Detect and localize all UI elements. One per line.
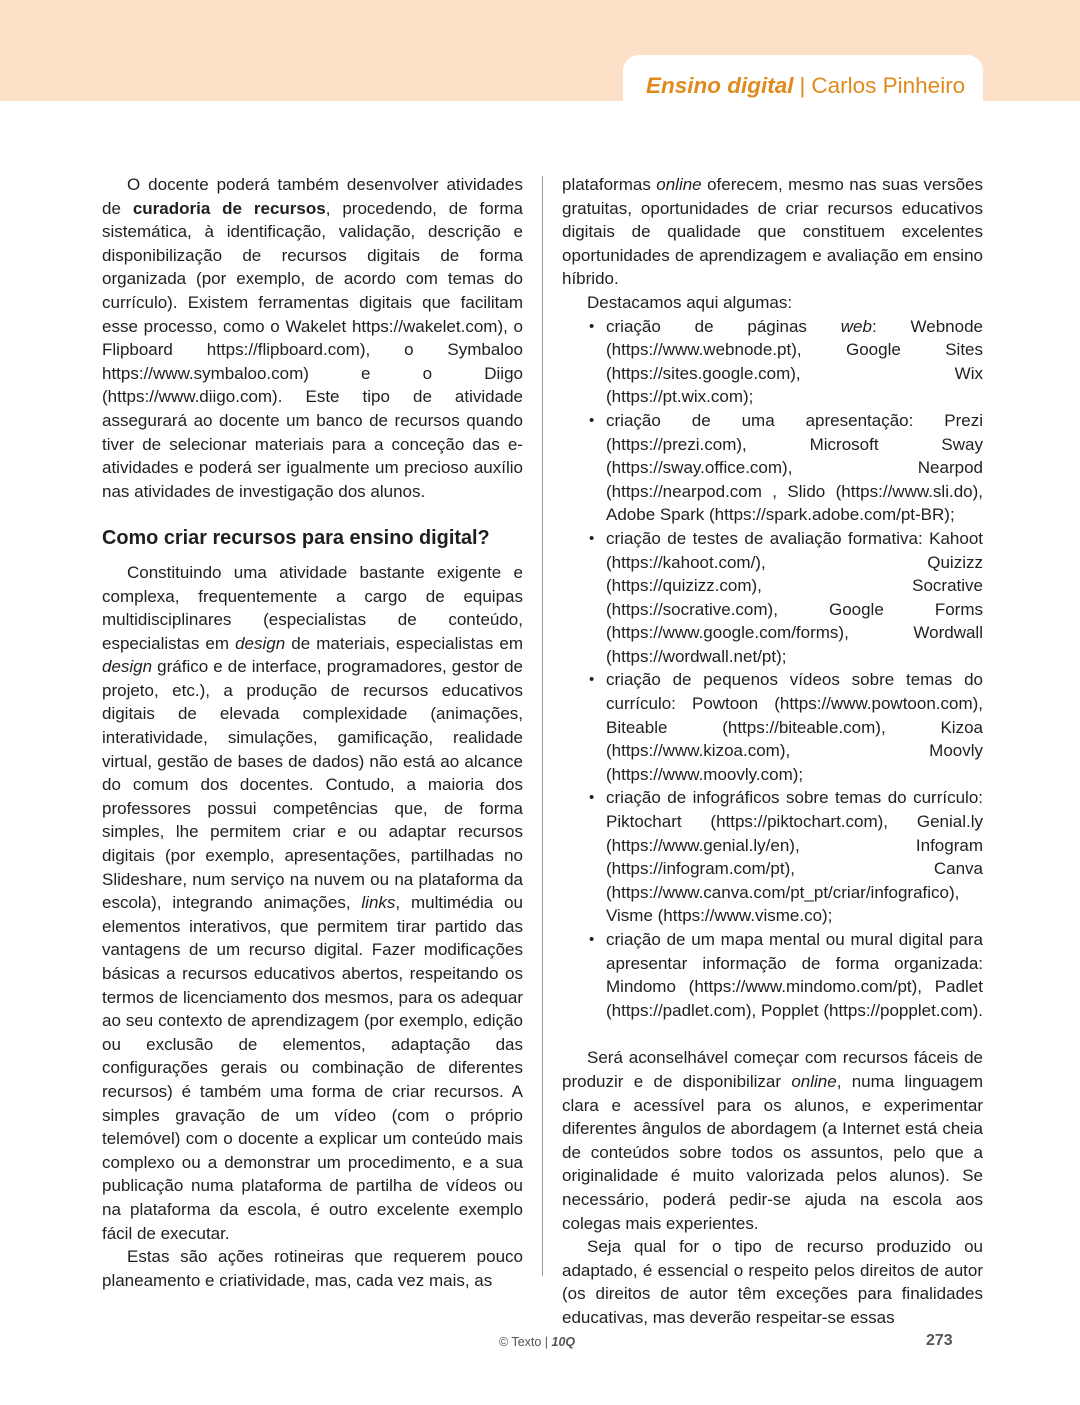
series-name: 10Q	[551, 1335, 576, 1349]
copyright-text: © Texto |	[499, 1335, 552, 1349]
text-run: O docente poderá também desenvolver atividades de	[102, 175, 523, 218]
text-run: criação de testes de avaliação formativa: Kahoot (https://kahoot.com/), Quizizz (https://quizizz.com), Socrative (https://socrative.com), Google Forms (https://www.google.com/forms), Wordwall (https://wordwall.net/pt);	[606, 528, 983, 666]
right-column	[562, 173, 983, 1330]
bullet-icon: •	[589, 789, 595, 807]
bold-term: curadoria de recursos	[132, 198, 326, 218]
paragraph-aconselhavel	[562, 1046, 983, 1235]
paragraph-curadoria	[102, 173, 523, 503]
text-run: criação de pequenos vídeos sobre temas do currículo: Powtoon (https://www.powtoon.com), Biteable (https://biteable.com), Kizoa (https://www.kizoa.com), Moovly (https://www.moovly.com);	[606, 670, 983, 784]
text-run: de materiais, especialistas em	[285, 633, 523, 653]
list-item	[589, 668, 983, 786]
list-item	[589, 527, 983, 669]
left-column	[102, 173, 523, 1292]
book-title: Ensino digital	[646, 73, 794, 98]
bullet-icon: •	[589, 931, 595, 948]
text-run: , numa linguagem clara e acessível para os alunos, e experimentar diferentes ângulos de abordagem (a Internet está cheia de conteúdos sobre todos os assuntos, pelo que a originalidade é muito valorizada pelos alunos). Se necessário, poderá pedir-se ajuda na escola aos colegas mais experientes.	[562, 1071, 984, 1233]
italic-term: design	[235, 633, 286, 653]
bullet-icon: •	[589, 671, 595, 689]
bullet-icon: •	[589, 529, 595, 547]
section-heading: Como criar recursos para ensino digital?	[102, 527, 490, 550]
text-run: plataformas	[562, 175, 657, 194]
text-run: criação de infográficos sobre temas do currículo: Piktochart (https://piktochart.com), Genial.ly (https://www.genial.ly/en), Infogram (https://infogram.com/pt), Canva (https://www.canva.com/pt_pt/criar/infografico), Visme (https://www.visme.co);	[606, 788, 983, 926]
italic-term: links	[361, 893, 396, 913]
text-run: criação de uma apresentação: Prezi (https://prezi.com), Microsoft Sway (https://sway.office.com), Nearpod (https://nearpod.com , Slido (https://www.sli.do), Adobe Spark (https://spark.adobe.com/pt-BR);	[606, 410, 983, 525]
list-item	[589, 409, 983, 527]
paragraph-direitos-autor: Seja qual for o tipo de recurso produzido ou adaptado, é essencial o respeito pelos direitos de autor (os direitos de autor têm exceções para finalidades educativas, mas deverão respeitar-se essas	[562, 1237, 983, 1327]
paragraph-acoes-rotineiras: Estas são ações rotineiras que requerem pouco planeamento e criatividade, mas, cada vez mais, as	[102, 1247, 523, 1290]
spacer	[562, 1022, 983, 1046]
text-run: , procedendo, de forma sistemática, à identificação, validação, descrição e disponibilização de recursos digitais de forma organizada (por exemplo, de acordo com temas do currículo). Existem ferramentas digitais que facilitam esse processo, como o Wakelet https://wakelet.com), o Flipboard https://flipboard.com), o Symbaloo https://www.symbaloo.com) e o Diigo (https://www.diigo.com). Este tipo de atividade assegurará ao docente um banco de recursos quando tiver de selecionar materiais para a conceção das e-atividades e poderá ser igualmente um precioso auxílio nas atividades de investigação dos alunos.	[102, 198, 524, 501]
italic-term: online	[791, 1071, 837, 1091]
text-run: gráfico e de interface, programadores, gestor de projeto, etc.), a produção de recursos educativos digitais de elevada complexidade (animações, interatividade, simulações, gamificação, realidade virtual, gestão de bases de dados) não está ao alcance do comum dos docentes. Contudo, a maioria dos professores possui competências que, de forma simples, lhe permitem criar e ou adaptar recursos digitais (por exemplo, apresentações, partilhadas no Slideshare, num serviço na nuvem ou na plataforma da escola), integrando animações,	[102, 657, 523, 913]
list-item	[589, 786, 983, 928]
bullet-icon: •	[589, 317, 595, 335]
text-run: Constituindo uma atividade bastante exigente e complexa, frequentemente a cargo de equipas multidisciplinares (especialistas de conteúdo, especialistas em	[102, 562, 523, 653]
text-run: criação de um mapa mental ou mural digital para apresentar informação de forma organizada: Mindomo (https://www.mindomo.com/pt), Padlet (https://padlet.com), Popplet (https://popplet.com).	[606, 930, 984, 1020]
column-divider	[542, 176, 543, 1276]
page-number: 273	[926, 1332, 953, 1349]
bullet-icon: •	[589, 411, 595, 429]
italic-term: online	[656, 175, 702, 194]
header-separator: |	[799, 73, 806, 98]
text-run: criação de páginas	[606, 316, 841, 336]
italic-term: web	[840, 316, 872, 336]
text-run: Será aconselhável começar com recursos fáceis de produzir e de disponibilizar	[562, 1048, 983, 1091]
list-item	[589, 315, 983, 409]
text-run: , multimédia ou elementos interativos, que permitem tirar partido das vantagens de um recurso digital. Fazer modificações básicas a recursos educativos abertos, respeitando os termos de licenciamento dos mesmos, para os adequar ao seu contexto de aprendizagem (por exemplo, edição ou exclusão de elementos, adaptação das configurações gerais ou combinação de diferentes recursos) é também uma forma de criar recursos. A simples gravação de um vídeo (com o próprio telemóvel) com o docente a explicar um conteúdo mais complexo ou a demonstrar um procedimento, e a sua publicação numa plataforma de partilha de vídeos ou na plataforma da escola, é outro excelente exemplo fácil de executar.	[102, 893, 523, 1243]
list-item	[589, 928, 984, 1022]
paragraph-plataformas	[562, 173, 983, 291]
text-run: : Webnode (https://www.webnode.pt), Google Sites (https://sites.google.com), Wix (https://pt.wix.com);	[606, 316, 983, 407]
running-header	[646, 71, 965, 101]
tools-list	[562, 315, 983, 1023]
footer-copyright	[499, 1335, 575, 1349]
list-intro: Destacamos aqui algumas:	[587, 292, 793, 312]
paragraph-criar-recursos	[102, 561, 523, 1245]
author-name: Carlos Pinheiro	[811, 73, 966, 98]
text-run: oferecem, mesmo nas suas versões gratuitas, oportunidades de criar recursos educativos digitais de qualidade que constituem excelentes oportunidades de aprendizagem e avaliação em ensino híbrido.	[562, 175, 983, 289]
italic-term: design	[102, 657, 153, 677]
